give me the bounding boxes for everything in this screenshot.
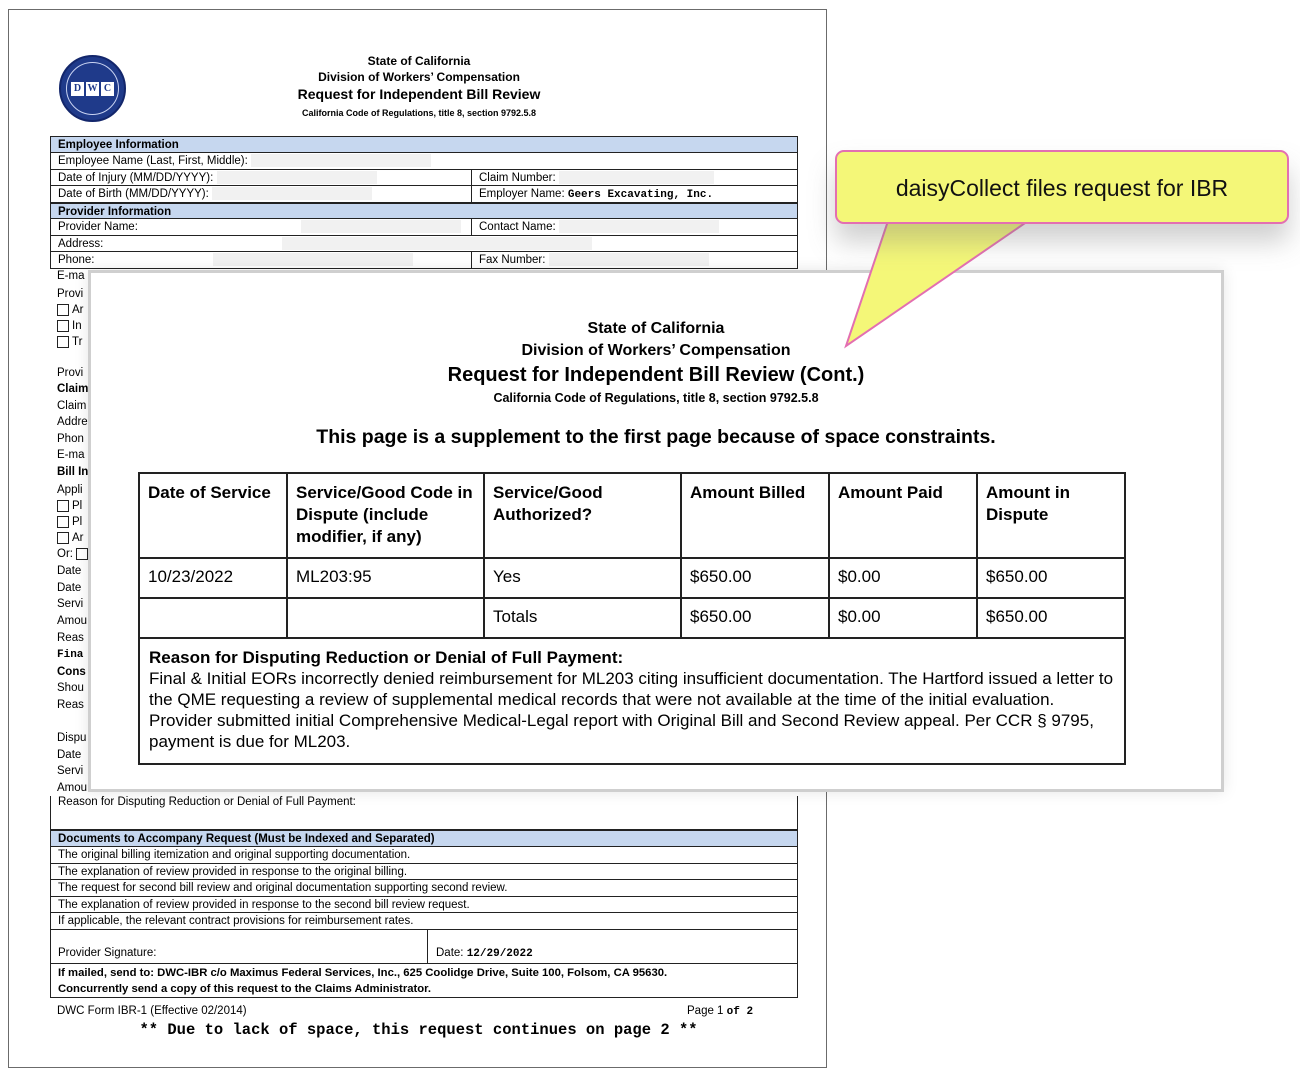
employer-cell [471,186,713,202]
document-item: The explanation of review provided in response to the original billing. [50,864,798,881]
fax-label: Fax Number: [479,254,546,266]
checkbox-row-1 [57,302,84,318]
partial-email: E-ma [57,270,85,282]
supplement-notice: This page is a supplement to the first page because of space constraints. [316,426,996,448]
table-header-row [139,473,1125,558]
signature-label: Provider Signature: [58,946,157,959]
checkbox[interactable] [57,336,69,348]
partial-provider-type: Provi [57,288,84,300]
partial-cons-section: Cons [57,666,86,678]
checkbox-row-5 [57,514,82,530]
cell-billed: $650.00 [681,558,829,598]
cell-dispute: $650.00 [977,558,1125,598]
callout-bubble [835,150,1289,224]
partial-bill-section: Bill In [57,466,89,478]
page1-division: Division of Workers’ Compensation [318,70,520,84]
totals-row [139,598,1125,638]
reason-cell [139,638,1125,764]
logo-letters [70,82,115,96]
dwc-logo [59,55,126,122]
cell-total-billed: $650.00 [681,598,829,638]
page2-division: Division of Workers’ Compensation [521,342,791,359]
redacted-field [301,220,461,233]
callout-text: daisyCollect files request for IBR [895,175,1229,201]
provider-phone-label: Phone: [58,254,95,266]
cell-authorized: Yes [484,558,681,598]
page1-title: Request for Independent Bill Review [297,86,541,102]
partial-text: Dispu [57,732,87,744]
reason-row [50,796,798,830]
reason-row [139,638,1125,764]
redacted-field [217,171,377,184]
cell-totals-label: Totals [484,598,681,638]
checkbox-row-2 [57,318,82,334]
birth-date-label: Date of Birth (MM/DD/YYYY): [58,188,209,200]
mailing-instructions [50,964,798,998]
partial-text: Date [57,582,82,594]
ibr-form-page-2 [88,270,1224,792]
redacted-field [213,253,413,266]
employee-section-header: Employee Information [50,136,798,153]
page2-regulation: California Code of Regulations, title 8, section 9792.5.8 [493,391,819,405]
partial-text: Reas [57,699,84,711]
partial-text: Fina [57,649,84,661]
checkbox[interactable] [76,548,88,560]
cell-date: 10/23/2022 [139,558,287,598]
redacted-field [549,253,709,266]
signature-divider [427,930,428,963]
checkbox-label: Ar [72,304,84,316]
partial-text: Claim [57,400,87,412]
mailed-text: If mailed, send to: DWC-IBR c/o Maximus Federal Services, Inc., 625 Coolidge Drive, Suite 100, Folsom, CA 95630. [58,966,668,979]
table-row [139,558,1125,598]
partial-text: Shou [57,682,84,694]
provider-phone-row [50,252,798,269]
partial-text: Amou [57,615,88,627]
or-label: Or: [57,548,73,560]
partial-text: Addre [57,416,88,428]
documents-section-header: Documents to Accompany Request (Must be Indexed and Separated) [50,830,798,847]
employee-name-row [50,153,798,170]
signature-row [50,930,798,964]
injury-row [50,170,798,187]
partial-text: Phon [57,433,84,445]
employer-value: Geers Excavating, Inc. [567,189,714,201]
reason-text: Final & Initial EORs incorrectly denied reimbursement for ML203 citing insufficient documentation. The Hartford issued a letter to the QME requesting a review of supplemental medical records that were not available at the time of the initial evaluation. Provider submitted initial Comprehensive Medical-Legal report with Original Bill and Second Review appeal. Per CCR § 9795, payment is due for ML203. [149,669,1114,751]
contact-cell [471,219,719,235]
logo-letter: W [87,83,98,94]
date-label: Date: [436,946,464,959]
reason-title: Reason for Disputing Reduction or Denial of Full Payment: [149,648,624,667]
callout-pointer-shape [846,221,1028,346]
checkbox[interactable] [57,304,69,316]
date-cell [436,947,533,960]
redacted-field [559,171,714,184]
header-amount-in-dispute: Amount in Dispute [977,473,1125,558]
checkbox[interactable] [57,500,69,512]
checkbox-row-4 [57,498,82,514]
redacted-field [559,220,719,233]
concurrent-text: Concurrently send a copy of this request to the Claims Administrator. [58,982,432,995]
redacted-field [212,187,372,200]
checkbox[interactable] [57,532,69,544]
checkbox-label: Ar [72,532,84,544]
employer-label: Employer Name: [479,188,565,200]
checkbox[interactable] [57,516,69,528]
header-amount-billed: Amount Billed [681,473,829,558]
partial-text: E-ma [57,449,85,461]
provider-name-label: Provider Name: [58,221,138,233]
page1-state: State of California [367,54,471,68]
cell-paid: $0.00 [829,558,977,598]
header-service-code: Service/Good Code in Dispute (include modifier, if any) [287,473,484,558]
or-row [57,546,91,562]
document-item: The explanation of review provided in response to the second bill review request. [50,897,798,914]
form-id: DWC Form IBR-1 (Effective 02/2014) [57,1005,247,1017]
checkbox-label: Tr [72,336,83,348]
provider-section-header: Provider Information [50,203,798,220]
claim-number-cell [471,170,714,186]
partial-text: Servi [57,598,84,610]
document-item: If applicable, the relevant contract provisions for reimbursement rates. [50,913,798,930]
claim-number-label: Claim Number: [479,171,556,184]
page-number [687,1005,753,1018]
header-authorized: Service/Good Authorized? [484,473,681,558]
partial-text: Reas [57,632,84,644]
logo-letter: D [71,82,84,96]
checkbox-row-3 [57,334,82,350]
document-item: The original billing itemization and original supporting documentation. [50,847,798,864]
partial-text: Date [57,565,82,577]
birth-row [50,186,798,203]
date-value: 12/29/2022 [466,947,533,960]
page-label: Page 1 [687,1005,724,1017]
checkbox-label: In [72,320,82,332]
page1-regulation: California Code of Regulations, title 8, section 9792.5.8 [301,108,537,118]
document-item: The request for second bill review and original documentation supporting second review. [50,880,798,897]
checkbox-row-6 [57,530,84,546]
header-date-of-service: Date of Service [139,473,287,558]
partial-claims-section: Claim [57,383,89,395]
header-amount-paid: Amount Paid [829,473,977,558]
checkbox[interactable] [57,320,69,332]
redacted-field [251,154,431,167]
page-of: of 2 [726,1006,754,1018]
checkbox-label: Pl [72,516,83,528]
partial-provider-2: Provi [57,367,84,379]
continuation-note: ** Due to lack of space, this request continues on page 2 ** [139,1021,698,1039]
cell-code [287,598,484,638]
logo-letter: C [101,82,114,96]
redacted-field [282,237,592,250]
callout-pointer [838,221,1038,351]
cell-total-dispute: $650.00 [977,598,1125,638]
provider-name-row [50,219,798,236]
page2-title: Request for Independent Bill Review (Cont.) [447,364,865,386]
employee-name-label: Employee Name (Last, First, Middle): [58,155,248,167]
provider-address-label: Address: [58,237,104,250]
provider-address-row [50,236,798,253]
injury-date-label: Date of Injury (MM/DD/YYYY): [58,171,214,184]
fax-cell [471,252,709,268]
partial-text: Servi [57,765,84,777]
contact-name-label: Contact Name: [479,221,556,233]
cell-code: ML203:95 [287,558,484,598]
partial-text: Appli [57,484,83,496]
checkbox-label: Pl [72,500,83,512]
cell-total-paid: $0.00 [829,598,977,638]
page2-state: State of California [587,320,725,337]
disputed-services-table [138,472,1126,765]
cell-date [139,598,287,638]
partial-text: Amou [57,782,88,794]
partial-text: Date [57,749,82,761]
reason-label: Reason for Disputing Reduction or Denial of Full Payment: [58,796,356,808]
